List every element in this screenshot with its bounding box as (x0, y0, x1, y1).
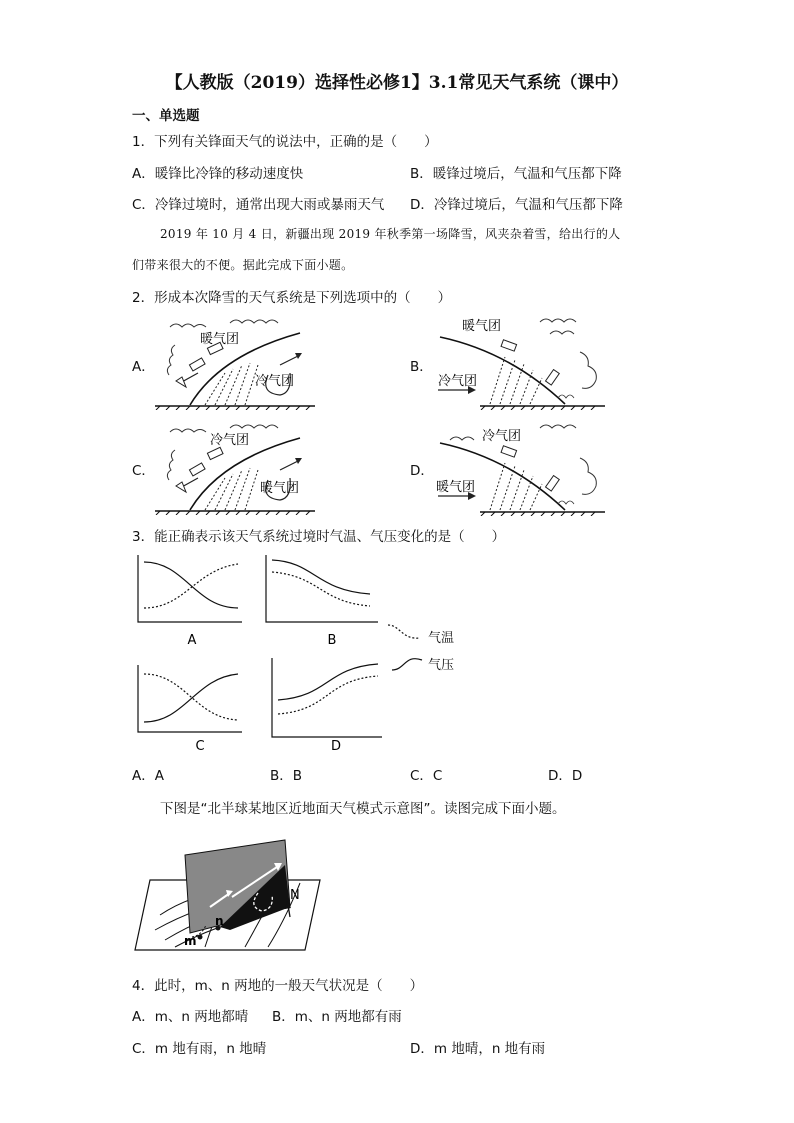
q4-option-d[interactable]: D．m 地晴，n 地有雨 (410, 1041, 546, 1057)
q1-stem: 1．下列有关锋面天气的说法中，正确的是（ ） (132, 134, 438, 150)
label-cold-air: 冷气团 (255, 374, 295, 389)
label-cold-air: 冷气团 (482, 429, 522, 444)
section-heading: 一、单选题 (132, 108, 200, 124)
q3-option-d[interactable]: D．D (548, 768, 583, 784)
passage-line-1: 2019 年 10 月 4 日，新疆出现 2019 年秋季第一场降雪，风夹杂着雪，给出行的人 (160, 227, 621, 241)
label-warm-air: 暖气团 (436, 480, 476, 495)
chart-label-b: B (327, 633, 337, 648)
label-n: n (215, 914, 224, 928)
passage-line-2: 们带来很大的不便。据此完成下面小题。 (132, 258, 354, 272)
passage-2: 下图是“北半球某地区近地面天气模式示意图”。读图完成下面小题。 (160, 801, 566, 817)
front-diagram-a (150, 315, 320, 410)
label-cold-air: 冷气团 (210, 433, 250, 448)
chart-label-c: C (195, 739, 205, 754)
q2-label-d[interactable]: D． (410, 463, 434, 479)
chart-d (272, 658, 382, 754)
weather-model-figure (130, 835, 330, 960)
q3-stem: 3．能正确表示该天气系统过境时气温、气压变化的是（ ） (132, 529, 506, 545)
q4-option-a[interactable]: A．m、n 两地都晴 (132, 1009, 249, 1025)
chart-b (266, 555, 378, 648)
q1-option-c[interactable]: C．冷锋过境时，通常出现大雨或暴雨天气 (132, 197, 385, 213)
label-warm-air: 暖气团 (260, 481, 300, 496)
q4-option-c[interactable]: C．m 地有雨，n 地晴 (132, 1041, 267, 1057)
legend-pressure-line (392, 659, 422, 670)
chart-label-d: D (330, 739, 342, 754)
front-diagram-c (150, 420, 320, 515)
legend-pressure-label: 气压 (428, 658, 455, 673)
q4-stem: 4．此时，m、n 两地的一般天气状况是（ ） (132, 978, 424, 994)
q2-label-c[interactable]: C． (132, 463, 155, 479)
q3-option-c[interactable]: C．C (410, 768, 443, 784)
chart-c (138, 665, 242, 754)
label-warm-air: 暖气团 (200, 332, 240, 347)
page-title: 【人教版（2019）选择性必修1】3.1常见天气系统（课中） (165, 73, 629, 93)
q2-label-b[interactable]: B． (410, 359, 433, 375)
label-north: N (290, 888, 300, 903)
legend-temp-line (388, 625, 420, 638)
front-diagram-b (430, 312, 610, 410)
q4-option-b[interactable]: B．m、n 两地都有雨 (272, 1009, 402, 1025)
q1-option-b[interactable]: B．暖锋过境后，气温和气压都下降 (410, 166, 622, 182)
q2-stem: 2．形成本次降雪的天气系统是下列选项中的（ ） (132, 290, 452, 306)
chart-label-a: A (187, 633, 197, 648)
chart-a (138, 555, 242, 648)
temp-pressure-charts (130, 550, 470, 760)
legend-temp-label: 气温 (428, 631, 455, 646)
label-cold-air: 冷气团 (438, 374, 478, 389)
q3-option-a[interactable]: A．A (132, 768, 164, 784)
q2-label-a[interactable]: A． (132, 359, 155, 375)
label-warm-air: 暖气团 (462, 319, 502, 334)
q1-option-a[interactable]: A．暖锋比冷锋的移动速度快 (132, 166, 304, 182)
label-m: m (184, 934, 197, 948)
q1-option-d[interactable]: D．冷锋过境后，气温和气压都下降 (410, 197, 623, 213)
front-diagram-d (430, 418, 610, 516)
q3-option-b[interactable]: B．B (270, 768, 303, 784)
